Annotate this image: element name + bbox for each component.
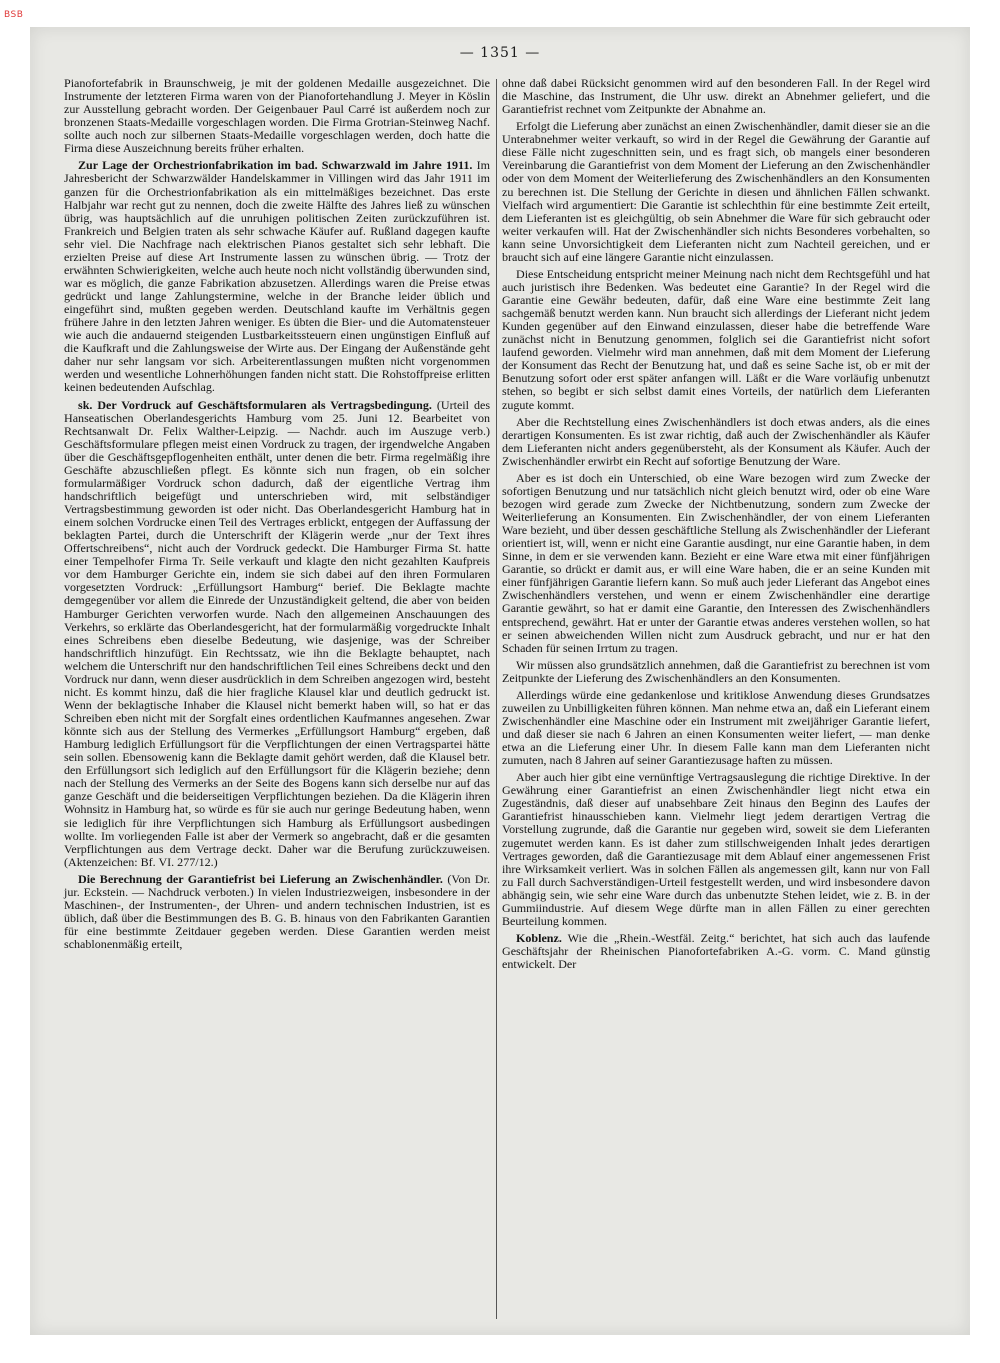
- paragraph-text: Wir müssen also grundsätzlich annehmen, daß die Garantiefrist zu berechnen ist vom Zeitpunkte der Lieferung des Zwischenhändlers an den Konsumenten.: [502, 657, 930, 685]
- paragraph: [502, 659, 930, 685]
- paragraph: [502, 268, 930, 412]
- bsb-watermark: BSB: [4, 10, 24, 20]
- article-heading: sk. Der Vordruck auf Geschäftsformularen als Vertragsbedingung.: [78, 397, 432, 412]
- article-koblenz: [502, 932, 930, 971]
- paragraph: [502, 771, 930, 928]
- paragraph-text: Aber auch hier gibt eine vernünftige Vertragsauslegung die richtige Direktive. In der Gewährung einer Garantiefrist an einen Zwischenhändler liegt nicht etwa ein Zugeständnis, daß dieser auf unabsehbare Zeit hinaus den Beginn des Laufes der Garantiefrist hinausschieben kann. Vielmehr liegt jedem derartigen Vertrag die Vorstellung zugrunde, daß die Garantie nur gegeben wird, soweit sie dem Lieferanten zugemutet werden kann. Es ist daher zum stillschweigenden Inhalt jedes derartigen Vertrages geworden, daß die Garantiezusage mit dem Ablauf einer angemessenen Frist ihre Wirksamkeit verliert. Was in solchen Fällen als angemessen gilt, kann nur von Fall zu Fall durch Sachverständigen-Urteil festgestellt werden, und wird insbesondere davon abhängig sein, wie sehr eine Ware durch das unbenutzte Stehen leidet, wie z. B. in der Gummiindustrie. Auf diesem Wege dürfte man in allen Fällen zu einer gerechten Beurteilung kommen.: [502, 770, 930, 928]
- paragraph-text: (Urteil des Hanseatischen Oberlandesgerichts Hamburg vom 25. Juni 12. Bearbeitet von Rechtsanwalt Dr. Felix Walther-Leipzig. — Nachdr. auch im Auszuge verb.) Geschäftsformulare pflegen meist einen Vordruck zu tragen, der irgendwelche Angaben über die Geschäftsgepflogenheiten enthält, unter denen die betr. Firma regelmäßig ihre Geschäfte abzuschließen pflegt. Es könnte sich nun fragen, ob ein solcher formularmäßiger Vordruck schon dadurch, daß der eigentliche Vertrag ihm handschriftlich beigefügt und unterschrieben wird, mit selbständiger Vertragsbestimmung geworden ist oder nicht. Das Oberlandesgericht Hamburg hat in einem solchen Vordrucke einen Teil des Vertrages erblickt, entgegen der Auffassung der beklagten Partei, durch die Unterschrift der Klägerin werde „nur der Text ihres Offertschreibens“, nicht auch der Vordruck gedeckt. Die Hamburger Firma St. hatte einer Tempelhofer Firma Tr. Seile verkauft und klagte den nicht gezahlten Kaufpreis vor dem Hamburger Gerichte ein, indem sie sich dabei auf den ihren Formularen vorgesetzten Vordruck: „Erfüllungsort Hamburg“ berief. Die Beklagte machte demgegenüber vor allem die Einrede der Unzuständigkeit geltend, die aber von beiden Hamburger Gerichten verworfen wurde. Nach den allgemeinen Anschauungen des Verkehrs, so erklärte das Oberlandesgericht, hat der formularmäßig vorgedruckte Inhalt eines Schreibens eben dieselbe Bedeutung, wie dasjenige, was der Schreiber handschriftlich hinzufügt. Ein Rechtssatz, wie ihn die Beklagte behauptet, nach welchem die Unterschrift nur den handschriftlichen Teil eines Schreibens deckt und den Vordruck nur dann, wenn dieser ausdrücklich in dem Schreiben angezogen wird, besteht nicht. Es kommt hinzu, daß die hier fragliche Klausel klar und deutlich gedruckt ist. Wenn der beklagtische Inhaber die Klausel nicht bemerkt haben will, so hat er das Schreiben eben nicht mit der Sorgfalt eines ordentlichen Kaufmannes angesehen. Zwar könnte sich aus der Stellung des Vermerkes „Erfüllungsort Hamburg“ ergeben, daß Hamburg lediglich Erfüllungsort für die Verpflichtungen der einen Vertragspartei hätte sein sollen. Ebensowenig kann die Beklagte damit gehört werden, daß die Klausel betr. den Erfüllungsort sich lediglich auf den Erfüllungsort für die Klägerin beziehe; denn nach der Stellung des Vermerks an der Seite des Bogens kann sich derselbe nur auf das ganze Geschäft und die beiderseitigen Verpflichtungen beziehen. Da die Klägerin ihren Wohnsitz in Hamburg hat, so würde es für sie auch nur geringe Bedeutung haben, wenn sie lediglich für ihre Verpflichtungen sich Hamburg als Erfüllungsort ausbedingen wollte. Im vorliegenden Falle ist aber der Vermerk so angebracht, daß er die gesamten Verpflichtungen aus dem Vertrage deckt. Daher war die Berufung zurückzuweisen. (Aktenzeichen: Bf. VI. 277/12.): [64, 397, 491, 869]
- paragraph: [64, 77, 490, 155]
- paragraph-text: Allerdings würde eine gedankenlose und kritiklose Anwendung dieses Grundsatzes zuweilen zu Unbilligkeiten führen können. Man nehme etwa an, daß ein Lieferant einem Zwischenhändler eine Maschine oder ein Instrument mit zweijähriger Garantie liefert, und daß dieser sie nach 6 Jahren an einen Konsumenten weiter liefert, — man denke etwa an die Lieferung einer Uhr. In diesem Falle kann man dem Lieferanten nicht zumuten, nach 8 Jahren auf seiner Garantiezusage haften zu müssen.: [502, 687, 930, 768]
- article-orchestrion: [64, 159, 490, 394]
- article-vordruck: [64, 399, 490, 869]
- scanned-page: [30, 27, 970, 1335]
- page-number: — 1351 —: [459, 45, 541, 61]
- article-heading: Die Berechnung der Garantiefrist bei Lieferung an Zwischenhändler.: [78, 871, 443, 886]
- left-column: [64, 77, 490, 955]
- article-heading: Koblenz.: [516, 930, 562, 945]
- paragraph: [502, 416, 930, 468]
- paragraph-text: Wie die „Rhein.-Westfäl. Zeitg.“ berichtet, hat sich auch das laufende Geschäftsjahr der Rheinischen Pianofortefabriken A.-G. vorm. C. Mand günstig entwickelt. Der: [502, 930, 930, 972]
- paragraph-text: Erfolgt die Lieferung aber zunächst an einen Zwischenhändler, damit dieser sie an die Unterabnehmer weiter verkauft, so wird in der Regel die Gewährung der Garantie auf diese Fälle nicht zugeschnitten sein, und es fragt sich, ob mangels einer besonderen Vereinbarung die Garantiefrist von dem Moment der Lieferung an den Zwischenhändler oder von dem Moment der Weiterlieferung des Zwischenhändlers an den Konsumenten zu berechnen ist. Die Stellung der Gerichte in diesen und ähnlichen Fällen schwankt. Vielfach wird argumentiert: Die Garantie ist schlechthin für eine bestimmte Zeit erteilt, dem Lieferanten ist es gleichgültig, ob sein Abnehmer die Ware für sich gebraucht oder weiter verkaufen will. Hat der Zwischenhändler sich nichts Besonderes vorbehalten, so kann seine Unvorsichtigkeit dem Lieferanten nicht zum Nachteil gereichen, und er braucht sich auf eine längere Garantie nicht einzulassen.: [502, 119, 930, 264]
- paragraph-text: Aber die Rechtstellung eines Zwischenhändlers ist doch etwas anders, als die eines derartigen Konsumenten. Es ist zwar richtig, daß auch der Zwischenhändler als Käufer dem Lieferanten nicht anders gegenübersteht, als der Konsument als Käufer. Auch der Zwischenhändler erwirbt ein Recht auf sofortige Benutzung der Ware.: [502, 414, 930, 468]
- paragraph-text: Diese Entscheidung entspricht meiner Meinung nach nicht dem Rechtsgefühl und hat auch juristisch ihre Bedenken. Was bedeutet eine Garantie? In der Regel wird die Garantie eine Gewähr bedeuten, dafür, daß eine Ware eine bestimmte Zeit lang sachgemäß benutzt werden kann. Nun braucht sich allerdings der Lieferant nicht jedem Kunden gegenüber auf den Einwand einzulassen, dieser habe die betreffende Ware zunächst nicht in Benutzung genommen, folglich sei die Garantiefrist nicht sofort laufend geworden. Vielmehr wird man annehmen, daß mit dem Moment der Lieferung der Konsument das Recht der Benutzung hat, und daß es seine Sache ist, ob er mit der Benutzung sofort oder erst später anfangen will. Läßt er die Ware vorläufig unbenutzt stehen, so begibt er sich selbst damit eines Vorteils, der natürlich dem Lieferanten zugute kommt.: [502, 266, 930, 412]
- article-heading: Zur Lage der Orchestrionfabrikation im bad. Schwarzwald im Jahre 1911.: [78, 158, 473, 173]
- paragraph-text: Im Jahresbericht der Schwarzwälder Handelskammer in Villingen wird das Jahr 1911 im ganzen für die Orchestrionfabrikation als ein mittelmäßiges bezeichnet. Das erste Halbjahr war recht gut zu nennen, doch die zweite Hälfte des Jahres ließ zu wünschen übrig, was hauptsächlich auf die unruhigen politischen Zeiten zurückzuführen ist. Frankreich und Belgien traten als sehr schwache Käufer auf. Rußland dagegen kaufte sehr viel. Die Nachfrage nach elektrischen Pianos gestaltet sich sehr lebhaft. Die erzielten Preise auf diese Art Instrumente lassen zu wünschen übrig. — Trotz der erwähnten Schwierigkeiten, welche auch heute noch nicht vollständig überwunden sind, war es möglich, die ganze Fabrikation abzusetzen. Allerdings waren die Preise etwas gedrückt und lange Zahlungstermine, welche in der Branche leider üblich und eingeführt sind, mußten gegeben werden. Deutschland kaufte im Verhältnis gegen frühere Jahre in den letzten Jahren weniger. Es übten die Bier- und die Automatensteuer wie auch die andauernd steigenden Lustbarkeitssteuern einen ungünstigen Einfluß auf die Kaufkraft und die Zahlungsweise der Wirte aus. Der Eingang der Außenstände geht daher nur sehr langsam vor sich. Arbeiterentlassungen mußten nicht vorgenommen werden und wesentliche Lohnerhöhungen fanden nicht statt. Die Rohstoffpreise erlitten keinen bedeutenden Aufschlag.: [64, 158, 490, 395]
- paragraph: [502, 120, 930, 264]
- paragraph: [502, 77, 930, 116]
- article-garantiefrist: [64, 873, 490, 951]
- right-column: [502, 77, 930, 975]
- paragraph-text: ohne daß dabei Rücksicht genommen wird auf den besonderen Fall. In der Regel wird die Maschine, das Instrument, die Uhr usw. direkt an Abnehmer geliefert, und die Garantiefrist rechnet vom Zeitpunkte der Abnahme an.: [502, 76, 930, 117]
- paragraph: [502, 689, 930, 767]
- paragraph-text: Pianofortefabrik in Braunschweig, je mit der goldenen Medaille ausgezeichnet. Die Instrumente der letzteren Firma waren von der Pianofortehandlung J. Meyer in Köslin zur Ausstellung gebracht worden. Der Geigenbauer Paul Carré ist außerdem noch zur bronzenen Staats-Medaille vorgeschlagen worden. Die Firma Grotrian-Steinweg Nachf. sollte auch noch zur silbernen Staats-Medaille vorgeschlagen werden, doch hatte die Firma diese Auszeichnung bereits früher erhalten.: [64, 76, 490, 156]
- column-divider: [496, 79, 497, 1319]
- paragraph: [502, 472, 930, 655]
- paragraph-text: (Von Dr. jur. Eckstein. — Nachdruck verboten.) In vielen Industriezweigen, insbesondere in der Maschinen-, der Instrumenten-, der Uhren- und andern technischen Industrien, ist es üblich, daß über die Bestimmungen des B. G. B. hinaus von den Fabrikanten Garantien für eine bestimmte Zeitdauer gegeben werden. Diese Garantien werden meist schablonenmäßig erteilt,: [64, 871, 490, 952]
- paragraph-text: Aber es ist doch ein Unterschied, ob eine Ware bezogen wird zum Zwecke der sofortigen Benutzung und nur tatsächlich nicht gleich benutzt wird, oder ob eine Ware bezogen wird gerade zum Zwecke der Nichtbenutzung, sondern zum Zwecke der Weiterlieferung an Konsumenten. Ein Zwischenhändler, der von einem Lieferanten Ware bezieht, und über dessen geschäftliche Stellung als Zwischenhändler der Lieferant orientiert ist, will, wenn er nicht eine Garantie ausdingt, nur eine Garantie haben, in dem Sinne, in dem er sie verwenden kann. Bezieht er eine Ware etwa mit einer fünfjährigen Garantie, so drückt er damit aus, er will eine Ware haben, die er an seine Kunden mit einer fünfjährigen Garantie liefern kann. So muß auch jeder Lieferant das Angebot eines Zwischenhändlers verstehen, und wenn er einem Zwischenhändler eine derartige Garantie gewährt, so hat er damit eine Garantie, den Interessen des Zwischenhändlers entsprechend, gewährt. Hat er unter der Garantie etwas anderes verstehen wollen, so hat er seinen abweichenden Willen nicht zum Ausdruck gebracht, und nur er hat den Schaden für seinen Irrtum zu tragen.: [502, 470, 930, 655]
